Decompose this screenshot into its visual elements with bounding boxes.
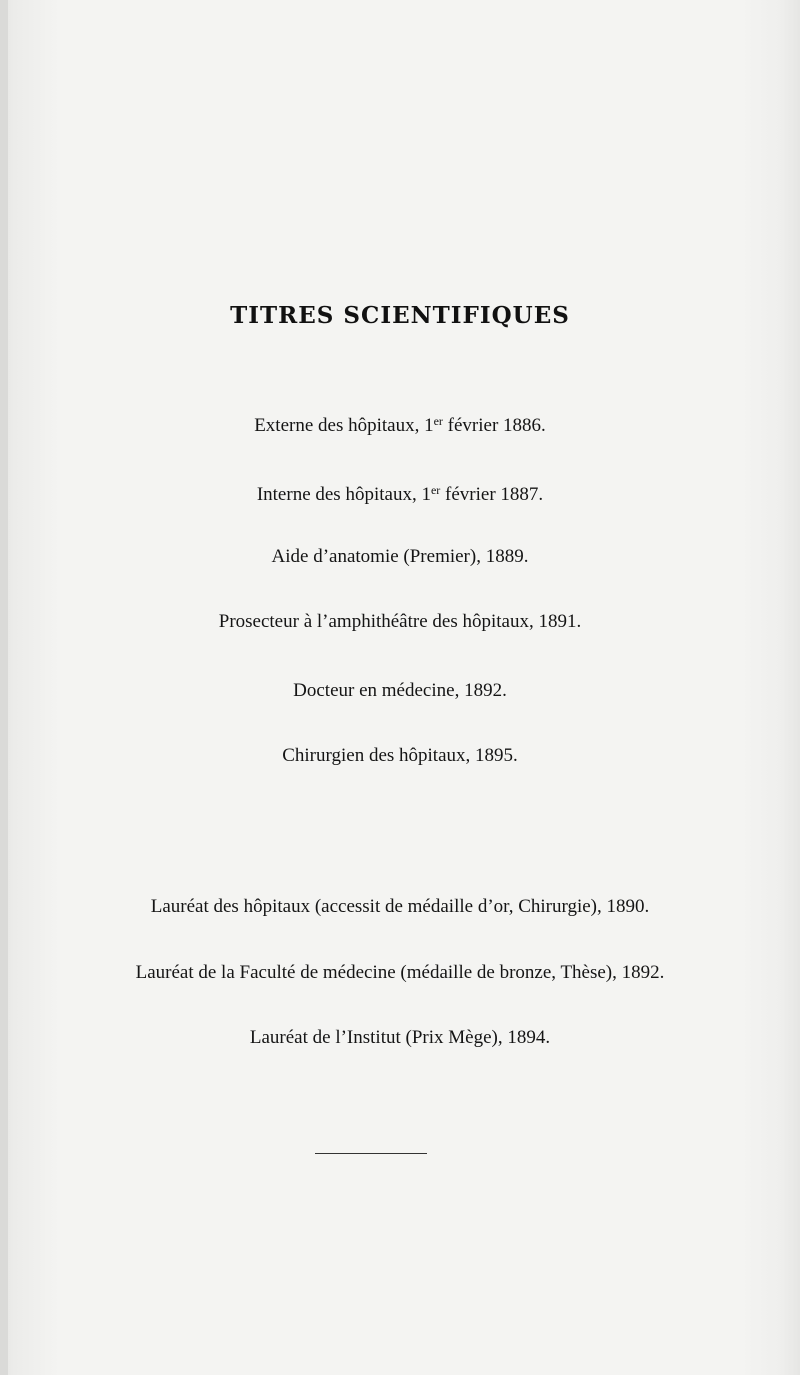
entry-text: Interne des hôpitaux, 1 [256,484,431,505]
entry-text: Externe des hôpitaux, 1 [254,415,434,436]
entry-aide-anatomie [0,546,800,568]
entry-superscript: er [433,414,443,428]
page-title: TITRES SCIENTIFIQUES [230,302,570,329]
award-text: Lauréat des hôpitaux (accessit de médaille d’or, Chirurgie), 1890. [150,896,650,917]
entry-docteur [0,680,800,702]
entry-text: Prosecteur à l’amphithéâtre des hôpitaux, 1891. [218,611,582,632]
award-hopitaux [0,896,800,918]
award-text: Lauréat de la Faculté de médecine (médaille de bronze, Thèse), 1892. [135,962,665,983]
entry-text: Docteur en médecine, 1892. [293,680,507,701]
entry-text-after: février 1886. [442,415,546,436]
entry-text-after: février 1887. [440,484,544,505]
award-faculte [0,962,800,984]
award-text: Lauréat de l’Institut (Prix Mège), 1894. [249,1027,551,1048]
entry-text: Chirurgien des hôpitaux, 1895. [282,745,518,766]
award-institut [0,1027,800,1049]
entry-chirurgien [0,745,800,767]
entry-prosecteur [0,611,800,633]
entry-externe [0,415,800,437]
entry-interne [0,484,800,506]
entry-text: Aide d’anatomie (Premier), 1889. [271,546,529,567]
horizontal-rule [315,1153,427,1154]
entry-superscript: er [430,483,441,497]
